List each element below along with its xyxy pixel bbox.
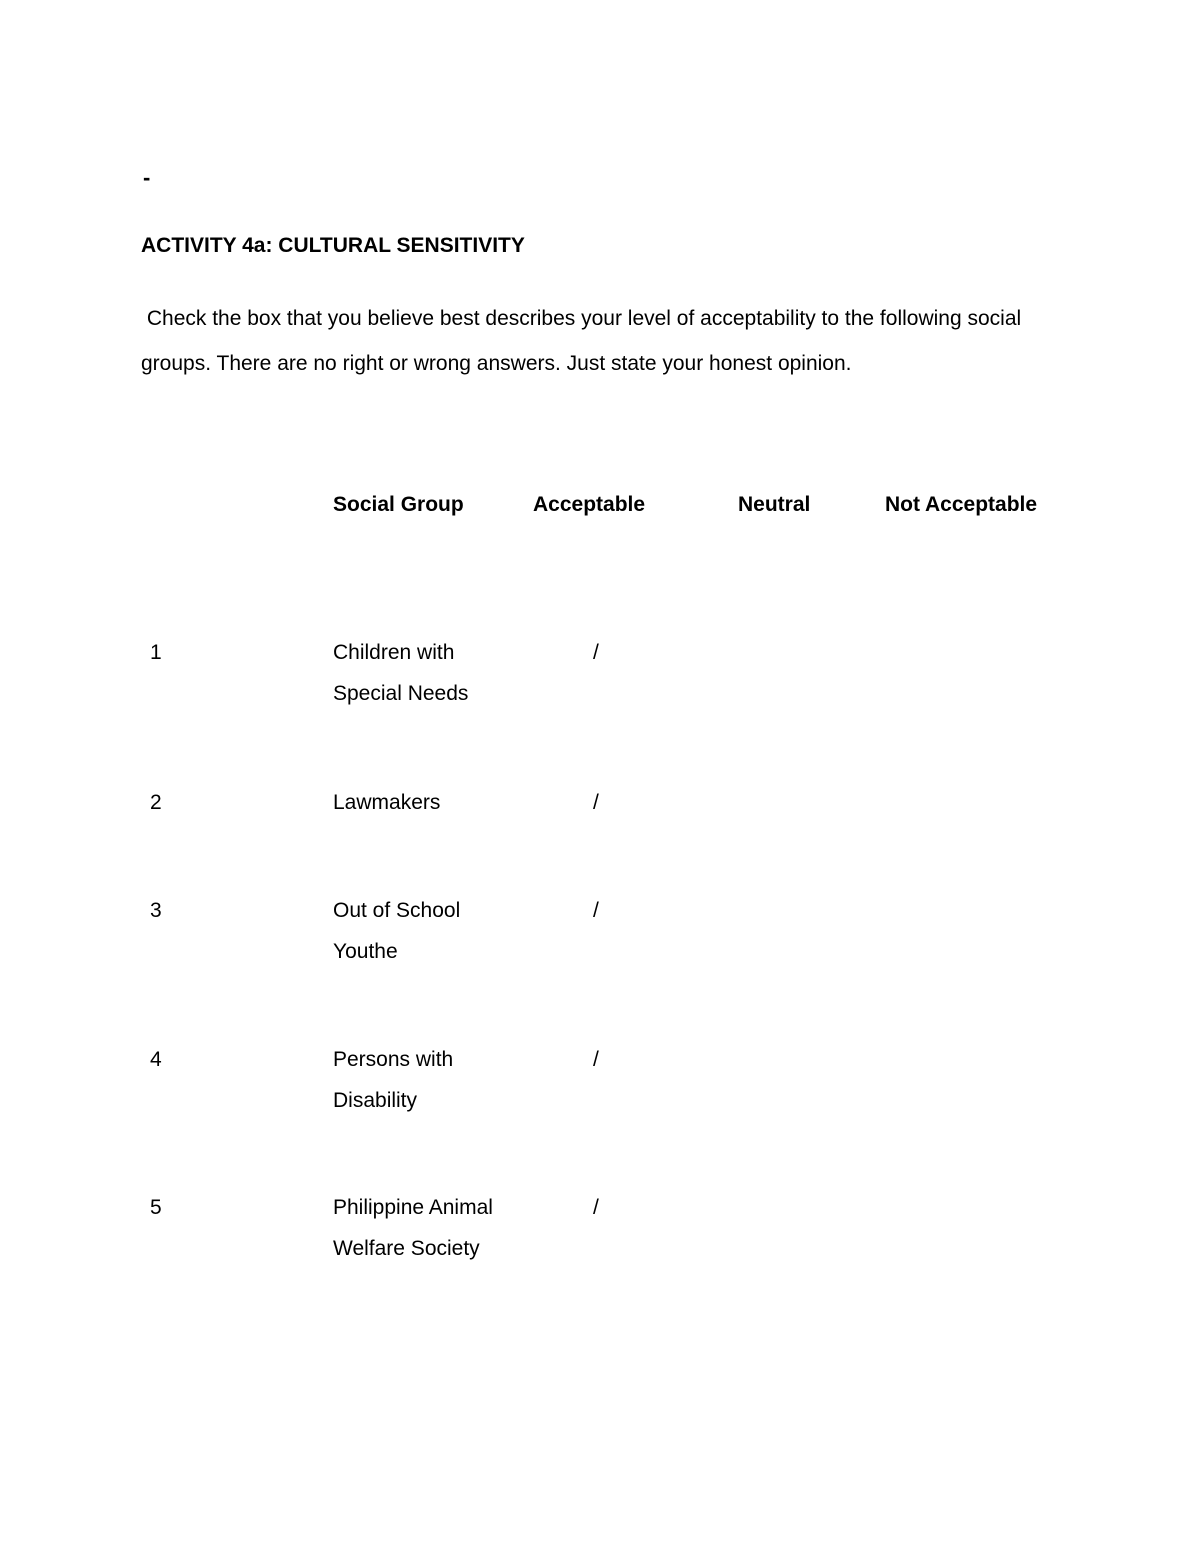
header-neutral: Neutral bbox=[738, 493, 811, 516]
leading-dash: - bbox=[143, 165, 151, 190]
row-number: 3 bbox=[150, 899, 162, 922]
row-acceptable-mark: / bbox=[593, 1196, 599, 1219]
activity-title: ACTIVITY 4a: CULTURAL SENSITIVITY bbox=[141, 234, 525, 257]
header-acceptable: Acceptable bbox=[533, 493, 646, 516]
row-social-group: Philippine Animal Welfare Society bbox=[333, 1196, 493, 1260]
row-acceptable-mark: / bbox=[593, 1048, 599, 1071]
row-acceptable-mark: / bbox=[593, 791, 599, 814]
row-social-group: Lawmakers bbox=[333, 791, 441, 814]
row-social-group: Out of School Youthe bbox=[333, 899, 461, 963]
row-social-group: Persons with Disability bbox=[333, 1048, 454, 1112]
row-acceptable-mark: / bbox=[593, 641, 599, 664]
row-social-group: Children with Special Needs bbox=[333, 641, 469, 705]
instructions-paragraph: Check the box that you believe best describes your level of acceptability to the following social groups. There are no right or wrong answers. Just state your honest opinion. bbox=[141, 307, 1028, 375]
row-number: 2 bbox=[150, 791, 162, 814]
row-number: 4 bbox=[150, 1048, 162, 1071]
row-number: 1 bbox=[150, 641, 162, 664]
row-number: 5 bbox=[150, 1196, 162, 1219]
row-acceptable-mark: / bbox=[593, 899, 599, 922]
header-social-group: Social Group bbox=[333, 493, 464, 516]
header-not-acceptable: Not Acceptable bbox=[884, 493, 1038, 516]
